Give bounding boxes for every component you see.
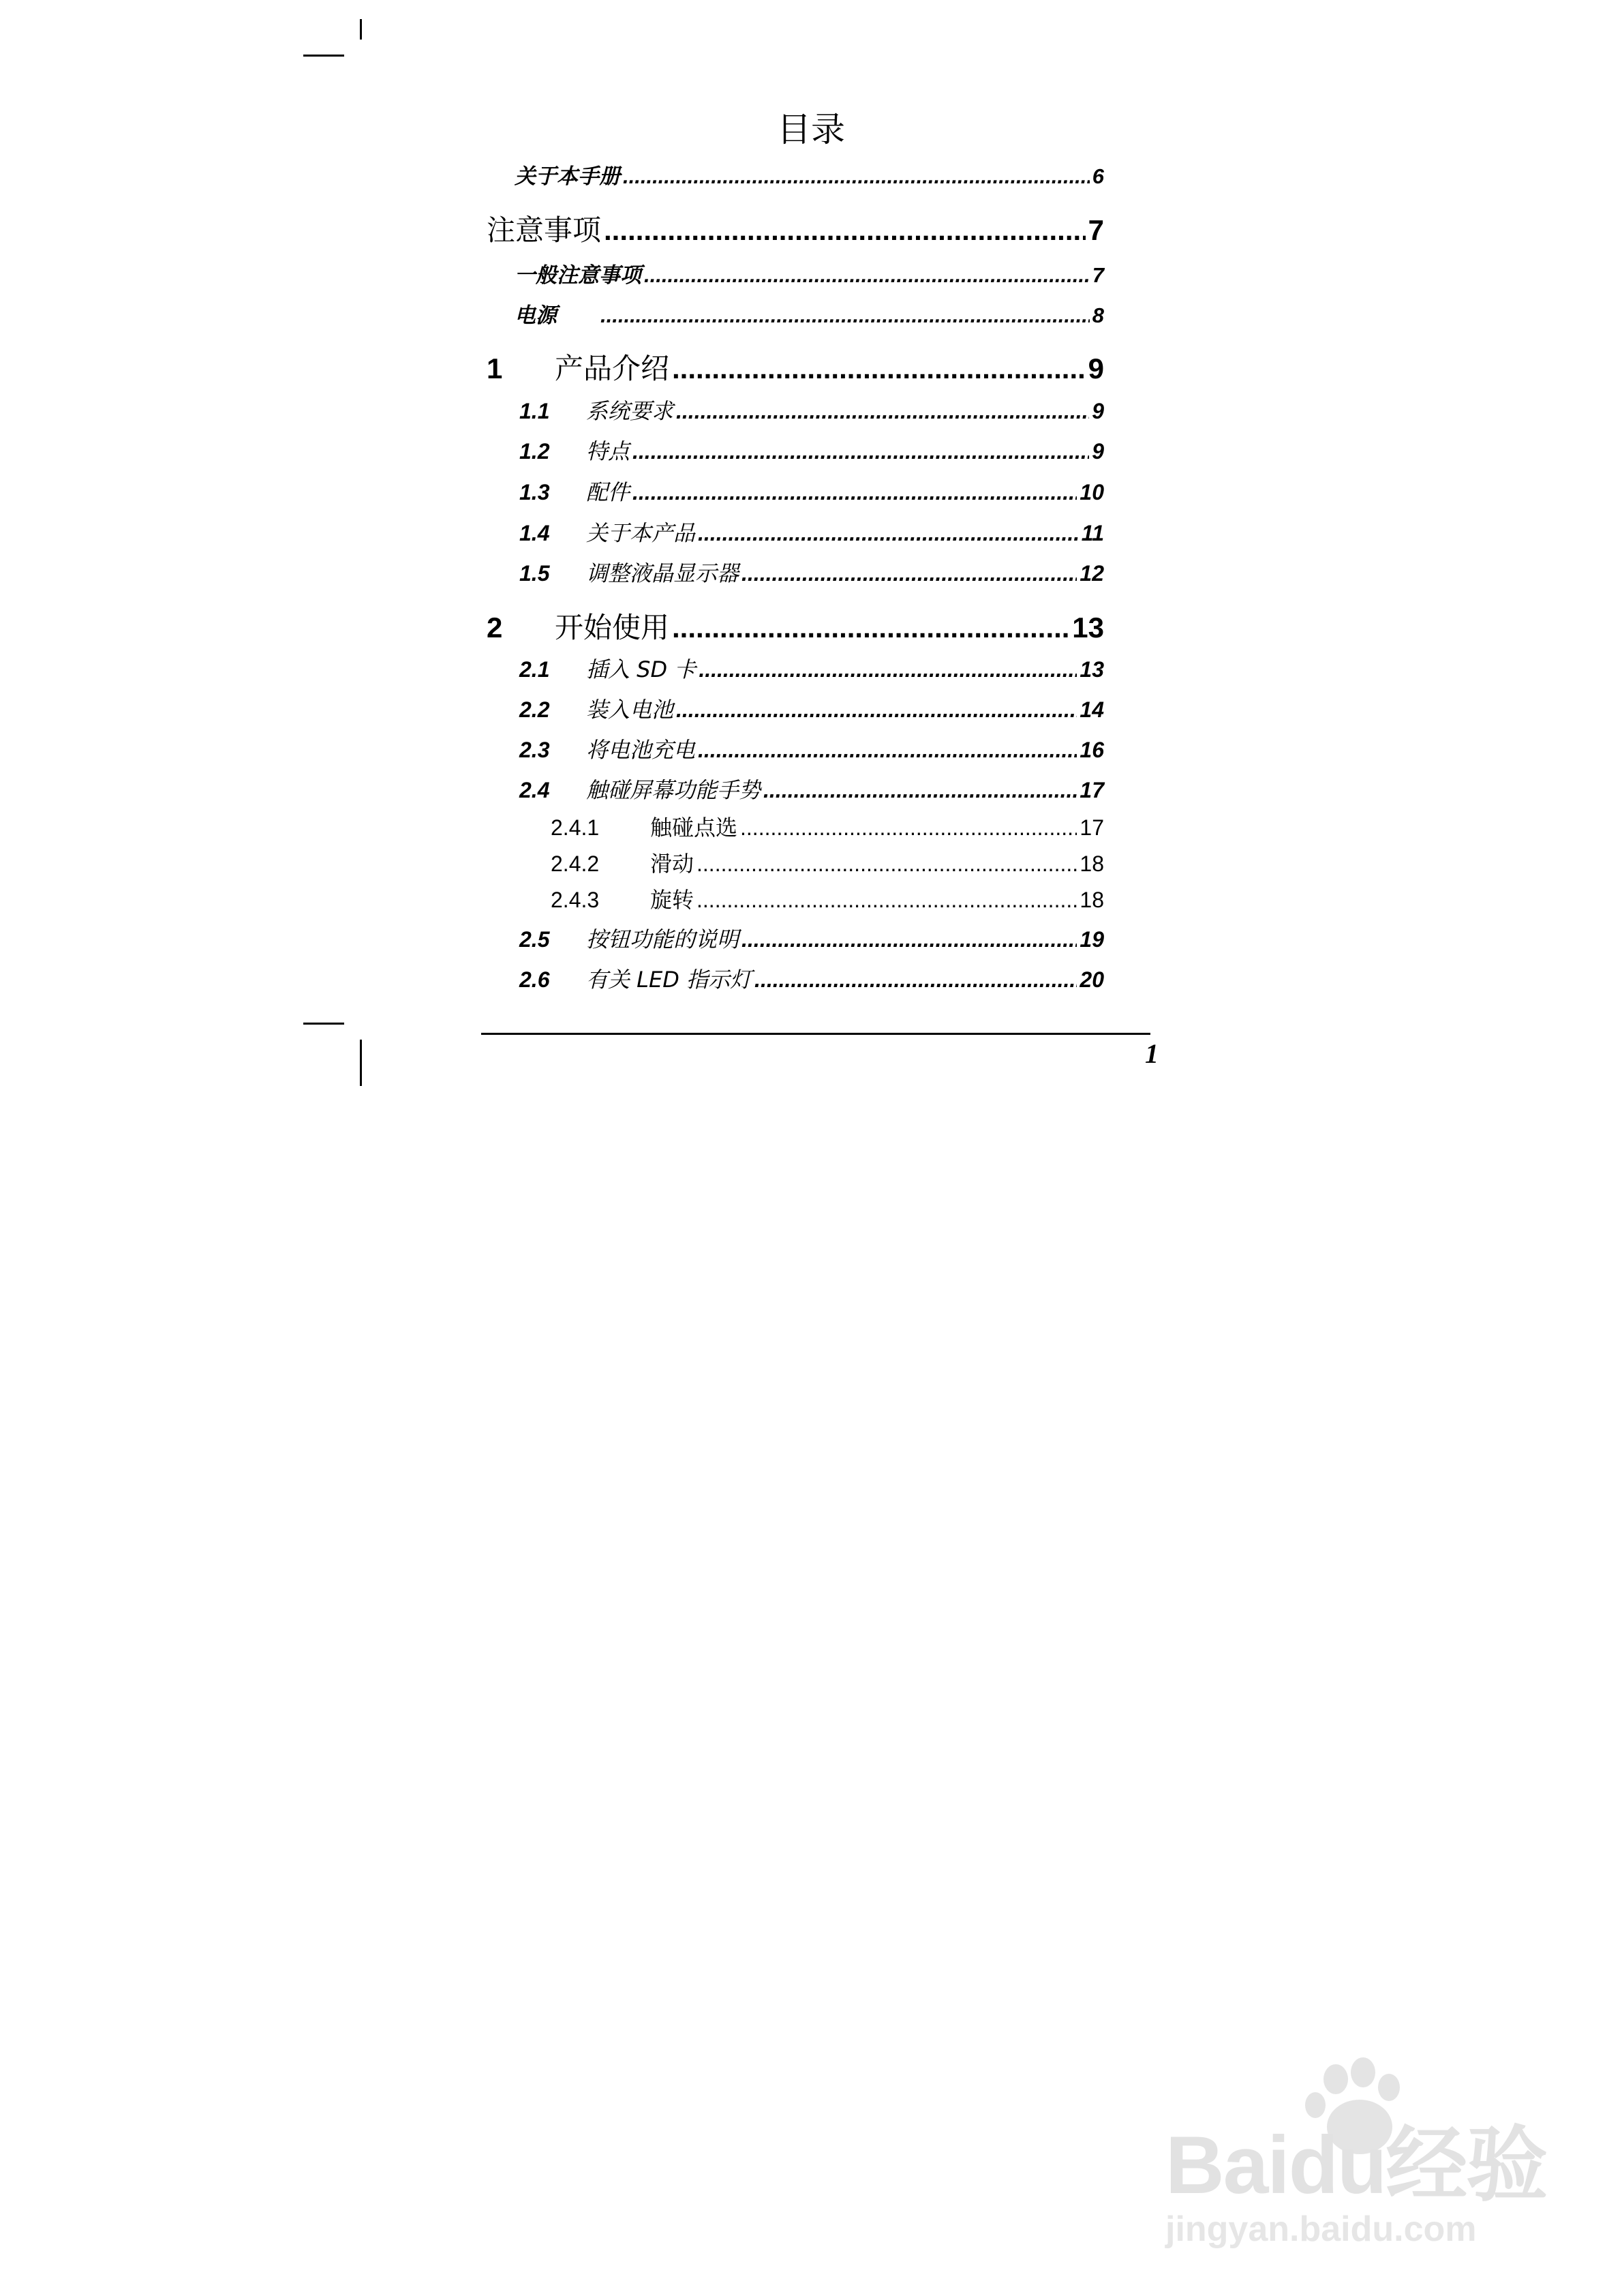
toc-leader-dots (676, 399, 1089, 424)
toc-leader-dots (632, 480, 1077, 505)
toc-leader-dots (697, 851, 1077, 877)
toc-entry-title: 调整液晶显示器 (586, 560, 739, 586)
toc-entry-title: 旋转 (650, 887, 694, 913)
toc-entry-number: 2.4.2 (551, 851, 600, 876)
toc-entry-title: 配件 (586, 479, 630, 505)
toc-entry-power (515, 298, 1104, 329)
toc-entry-page: 18 (1080, 851, 1104, 876)
toc-entry-number: 1.5 (519, 561, 550, 586)
toc-entry-page: 9 (1088, 352, 1104, 384)
toc-entry-number: 2.4.1 (551, 815, 600, 840)
toc-entry-chapter-2 (487, 605, 1104, 646)
toc-entry-2-2 (519, 693, 1104, 724)
toc-entry-title: 触碰屏幕功能手势 (586, 777, 761, 803)
toc-entry-page: 13 (1080, 657, 1104, 682)
toc-entry-title: 注意事项 (487, 213, 602, 247)
toc-leader-dots (672, 611, 1069, 644)
toc-entry-number: 1.4 (519, 521, 550, 545)
toc-leader-dots (763, 778, 1077, 803)
toc-entry-title: 触碰点选 (650, 815, 738, 841)
page-title: 目录 (777, 110, 845, 149)
toc-leader-dots (740, 815, 1077, 841)
toc-entry-number: 1 (487, 352, 503, 384)
toc-leader-dots (632, 439, 1089, 464)
toc-entry-title: 按钮功能的说明 (586, 926, 739, 952)
toc-entry-number: 2.3 (519, 738, 550, 762)
toc-entry-number: 2.4.3 (551, 888, 600, 912)
toc-entry-number: 2.6 (519, 967, 550, 992)
toc-entry-title: 将电池充电 (586, 737, 696, 763)
table-of-contents (0, 0, 1622, 1091)
toc-entry-2-4-1 (551, 811, 1104, 842)
toc-entry-title: 产品介绍 (555, 352, 670, 385)
toc-leader-dots (741, 561, 1077, 586)
toc-leader-dots (604, 214, 1086, 247)
toc-leader-dots (644, 263, 1090, 288)
toc-entry-title: 滑动 (650, 851, 694, 877)
page-number: 1 (1145, 1038, 1159, 1069)
toc-entry-title: 系统要求 (586, 398, 674, 424)
toc-leader-dots (698, 738, 1077, 763)
toc-leader-dots (741, 927, 1077, 952)
toc-entry-title: 一般注意事项 (515, 263, 641, 288)
toc-entry-page: 10 (1080, 480, 1104, 504)
toc-entry-number: 2.1 (519, 657, 550, 682)
toc-entry-title: 有关 LED 指示灯 (586, 967, 752, 993)
toc-entry-number: 2.5 (519, 927, 550, 952)
toc-entry-1-5 (519, 556, 1104, 588)
toc-entry-page: 8 (1092, 303, 1104, 327)
toc-entry-2-6 (519, 963, 1104, 994)
toc-entry-number: 1.3 (519, 480, 550, 504)
toc-leader-dots (672, 352, 1086, 385)
toc-entry-page: 18 (1080, 888, 1104, 912)
toc-entry-2-4-2 (551, 847, 1104, 878)
toc-leader-dots (623, 164, 1090, 189)
toc-entry-number: 1.2 (519, 439, 550, 464)
watermark-brand: Baidu经验 (1165, 2119, 1547, 2211)
toc-entry-number: 2.2 (519, 697, 550, 722)
toc-entry-page: 17 (1080, 815, 1104, 840)
toc-entry-chapter-1 (487, 346, 1104, 387)
footer-rule (481, 1033, 1150, 1035)
toc-entry-page: 16 (1080, 738, 1104, 762)
toc-entry-1-3 (519, 475, 1104, 507)
toc-leader-dots (754, 967, 1077, 993)
toc-leader-dots (697, 888, 1077, 913)
toc-entry-page: 13 (1072, 611, 1104, 644)
toc-entry-2-4 (519, 773, 1104, 804)
toc-entry-title: 装入电池 (586, 697, 674, 723)
toc-entry-page: 7 (1088, 214, 1104, 246)
toc-entry-title: 插入 SD 卡 (586, 656, 697, 682)
toc-entry-number: 1.1 (519, 399, 550, 423)
toc-entry-page: 17 (1080, 778, 1104, 802)
toc-leader-dots (698, 521, 1079, 546)
toc-entry-2-1 (519, 652, 1104, 684)
toc-entry-page: 19 (1080, 927, 1104, 952)
toc-entry-1-2 (519, 434, 1104, 466)
toc-entry-precautions (487, 208, 1104, 249)
toc-entry-title: 关于本手册 (515, 164, 620, 189)
toc-entry-number: 2.4 (519, 778, 550, 802)
toc-entry-title: 开始使用 (555, 611, 670, 644)
toc-entry-title: 特点 (586, 438, 630, 464)
toc-entry-2-5 (519, 922, 1104, 954)
toc-entry-page: 11 (1081, 521, 1104, 545)
toc-entry-title: 电源 (515, 303, 557, 328)
toc-entry-page: 7 (1092, 263, 1104, 287)
toc-entry-page: 9 (1092, 439, 1104, 464)
toc-entry-2-4-3 (551, 883, 1104, 914)
toc-entry-page: 9 (1092, 399, 1104, 423)
toc-entry-number: 2 (487, 611, 503, 644)
toc-entry-page: 12 (1080, 561, 1104, 586)
toc-entry-title: 关于本产品 (586, 520, 696, 546)
toc-leader-dots (676, 697, 1077, 723)
toc-entry-page: 20 (1080, 967, 1104, 992)
toc-entry-page: 6 (1092, 164, 1104, 188)
toc-entry-1-1 (519, 394, 1104, 425)
toc-entry-1-4 (519, 516, 1104, 547)
toc-leader-dots (600, 303, 1090, 328)
toc-entry-2-3 (519, 733, 1104, 764)
toc-entry-page: 14 (1080, 697, 1104, 722)
toc-leader-dots (699, 657, 1077, 682)
baidu-watermark (1152, 2052, 1602, 2256)
watermark-url: jingyan.baidu.com (1165, 2209, 1477, 2249)
toc-entry-general-precautions (515, 258, 1104, 288)
toc-entry-about-manual (515, 159, 1104, 190)
